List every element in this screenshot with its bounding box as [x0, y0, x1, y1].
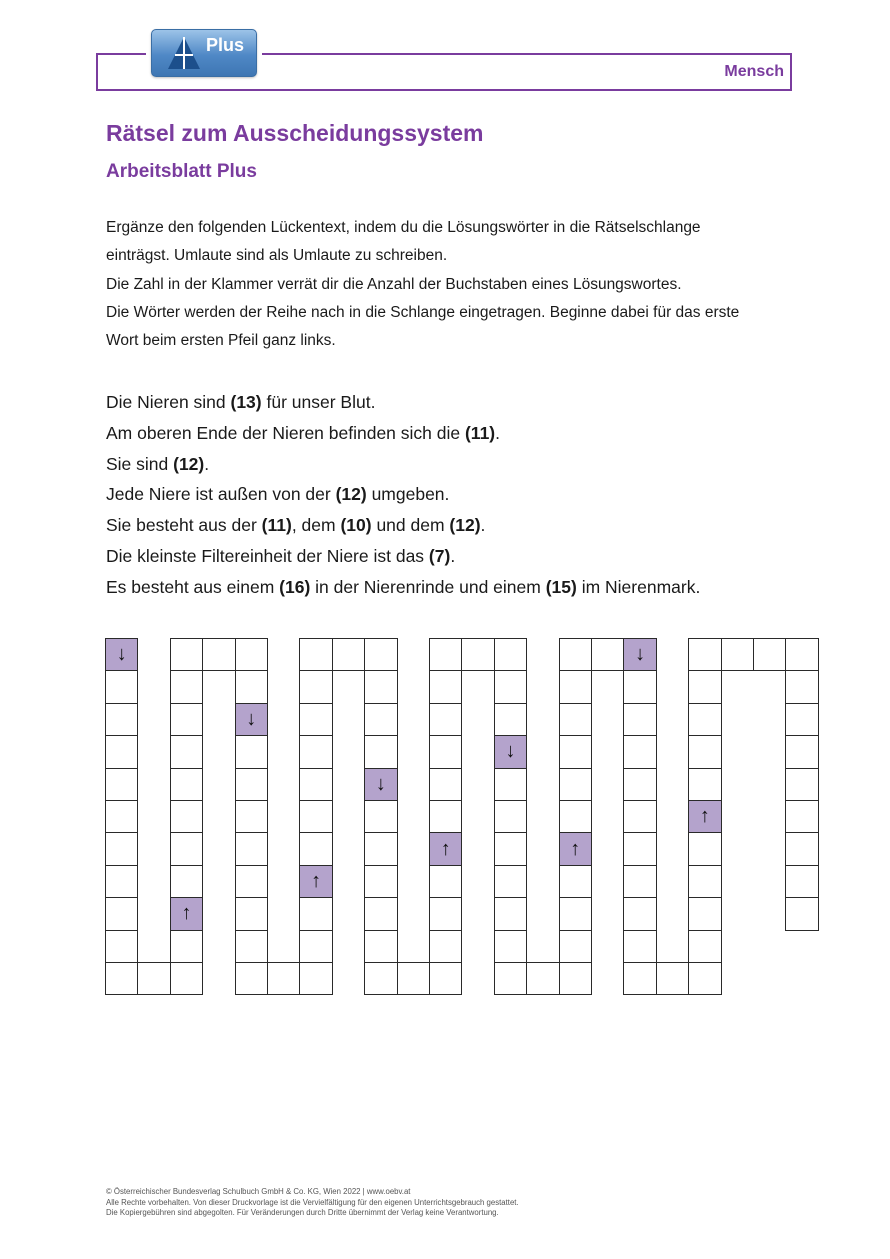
puzzle-cell[interactable]	[785, 865, 818, 898]
puzzle-cell[interactable]	[785, 703, 818, 736]
footer-line: Alle Rechte vorbehalten. Von dieser Druckvorlage ist die Vervielfältigung für den eigenen Unterrichtsgebrauch gestattet.	[106, 1197, 519, 1207]
puzzle-cell[interactable]	[688, 930, 721, 963]
sentence-text: Es besteht aus einem	[106, 576, 280, 597]
puzzle-cell[interactable]	[461, 638, 494, 671]
puzzle-cell[interactable]	[785, 768, 818, 801]
puzzle-cell[interactable]	[170, 865, 203, 898]
letter-count-hint: (15)	[545, 576, 577, 597]
puzzle-cell[interactable]	[494, 800, 527, 833]
puzzle-cell[interactable]	[494, 703, 527, 736]
arrow-up-icon[interactable]: ↑	[429, 832, 462, 865]
puzzle-cell[interactable]	[494, 832, 527, 865]
puzzle-cell[interactable]	[688, 768, 721, 801]
puzzle-cell[interactable]	[688, 670, 721, 703]
puzzle-cell[interactable]	[753, 638, 786, 671]
puzzle-cell[interactable]	[235, 800, 268, 833]
letter-count-hint: (10)	[340, 515, 372, 536]
puzzle-cell[interactable]	[105, 735, 138, 768]
sentence-line	[106, 387, 826, 418]
sentence-line	[106, 510, 826, 541]
arrow-up-icon[interactable]: ↑	[688, 800, 721, 833]
sentence-text: und dem	[371, 515, 450, 536]
sentence-text: Die kleinste Filtereinheit der Niere ist das	[106, 545, 429, 566]
footer-line: © Österreichischer Bundesverlag Schulbuch GmbH & Co. KG, Wien 2022 | www.oebv.at	[106, 1187, 411, 1196]
puzzle-cell[interactable]	[623, 962, 656, 995]
puzzle-cell[interactable]	[429, 930, 462, 963]
puzzle-cell[interactable]	[494, 897, 527, 930]
puzzle-cell[interactable]	[559, 703, 592, 736]
puzzle-cell[interactable]	[364, 735, 397, 768]
puzzle-cell[interactable]	[170, 800, 203, 833]
logo-text: Plus	[206, 35, 245, 55]
puzzle-cell[interactable]	[364, 638, 397, 671]
sentence-text: , dem	[291, 515, 341, 536]
sentence-line	[106, 572, 826, 603]
sentence-text: .	[480, 515, 486, 536]
puzzle-cell[interactable]	[299, 800, 332, 833]
cloze-sentences	[106, 387, 826, 603]
puzzle-cell[interactable]	[105, 897, 138, 930]
puzzle-cell[interactable]	[105, 768, 138, 801]
puzzle-cell[interactable]	[364, 865, 397, 898]
page-title: Rätsel zum Ausscheidungssystem	[106, 120, 484, 146]
puzzle-cell[interactable]	[170, 832, 203, 865]
letter-count-hint: (12)	[449, 515, 481, 536]
puzzle-cell[interactable]	[559, 735, 592, 768]
puzzle-cell[interactable]	[235, 768, 268, 801]
puzzle-cell[interactable]	[299, 832, 332, 865]
puzzle-cell[interactable]	[785, 800, 818, 833]
sentence-line	[106, 479, 826, 510]
puzzle-cell[interactable]	[105, 930, 138, 963]
sentence-text: Sie besteht aus der	[106, 515, 262, 536]
sentence-text: für unser Blut.	[261, 392, 376, 412]
sentence-line	[106, 418, 826, 449]
puzzle-cell[interactable]	[429, 670, 462, 703]
puzzle-cell[interactable]	[299, 962, 332, 995]
puzzle-cell[interactable]	[364, 962, 397, 995]
puzzle-cell[interactable]	[299, 768, 332, 801]
puzzle-cell[interactable]	[559, 865, 592, 898]
puzzle-cell[interactable]	[429, 800, 462, 833]
puzzle-cell[interactable]	[105, 832, 138, 865]
puzzle-cell[interactable]	[105, 670, 138, 703]
subject-label: Mensch	[724, 63, 784, 80]
triangle-logo-icon	[166, 35, 202, 71]
footer-line: Die Kopiergebühren sind abgegolten. Für Veränderungen durch Dritte übernimmt der Verlag keine Verantwortung.	[106, 1208, 499, 1217]
puzzle-cell[interactable]	[105, 800, 138, 833]
puzzle-cell[interactable]	[397, 962, 430, 995]
arrow-up-icon[interactable]: ↑	[170, 897, 203, 930]
puzzle-cell[interactable]	[170, 768, 203, 801]
instruction-line: Ergänze den folgenden Lückentext, indem du die Lösungswörter in die Rätselschlange	[106, 219, 701, 236]
puzzle-cell[interactable]	[688, 865, 721, 898]
puzzle-cell[interactable]	[299, 735, 332, 768]
puzzle-cell[interactable]	[688, 735, 721, 768]
puzzle-cell[interactable]	[364, 930, 397, 963]
puzzle-cell[interactable]	[785, 832, 818, 865]
puzzle-cell[interactable]	[785, 638, 818, 671]
letter-count-hint: (7)	[428, 545, 451, 566]
puzzle-cell[interactable]	[623, 768, 656, 801]
sentence-text: in der Nierenrinde und einem	[310, 576, 546, 597]
sentence-text: Die Nieren sind	[106, 392, 231, 412]
puzzle-cell[interactable]	[429, 962, 462, 995]
puzzle-cell[interactable]	[623, 897, 656, 930]
puzzle-cell[interactable]	[656, 962, 689, 995]
puzzle-cell[interactable]	[623, 930, 656, 963]
puzzle-cell[interactable]	[429, 768, 462, 801]
puzzle-cell[interactable]	[559, 768, 592, 801]
puzzle-cell[interactable]	[623, 703, 656, 736]
puzzle-cell[interactable]	[494, 638, 527, 671]
sentence-line	[106, 541, 826, 572]
puzzle-cell[interactable]	[105, 962, 138, 995]
puzzle-cell[interactable]	[235, 962, 268, 995]
puzzle-cell[interactable]	[332, 638, 365, 671]
puzzle-cell[interactable]	[235, 865, 268, 898]
plus-logo	[151, 29, 257, 77]
puzzle-cell[interactable]	[235, 832, 268, 865]
puzzle-cell[interactable]	[299, 638, 332, 671]
puzzle-cell[interactable]	[429, 703, 462, 736]
puzzle-cell[interactable]	[721, 638, 754, 671]
puzzle-cell[interactable]	[105, 865, 138, 898]
sentence-text: Sie sind	[106, 453, 174, 474]
puzzle-cell[interactable]	[494, 670, 527, 703]
puzzle-cell[interactable]	[559, 962, 592, 995]
puzzle-cell[interactable]	[785, 897, 818, 930]
arrow-up-icon[interactable]: ↑	[559, 832, 592, 865]
letter-count-hint: (12)	[173, 453, 205, 474]
puzzle-cell[interactable]	[299, 897, 332, 930]
puzzle-cell[interactable]	[235, 930, 268, 963]
puzzle-cell[interactable]	[623, 832, 656, 865]
puzzle-cell[interactable]	[623, 800, 656, 833]
arrow-down-icon[interactable]: ↓	[105, 638, 138, 671]
puzzle-cell[interactable]	[623, 735, 656, 768]
instructions	[106, 214, 806, 355]
instruction-line: Die Wörter werden der Reihe nach in die Schlange eingetragen. Beginne dabei für das erste	[106, 303, 740, 321]
puzzle-cell[interactable]	[623, 670, 656, 703]
arrow-down-icon[interactable]: ↓	[494, 735, 527, 768]
puzzle-cell[interactable]	[170, 670, 203, 703]
puzzle-cell[interactable]	[235, 638, 268, 671]
puzzle-cell[interactable]	[299, 703, 332, 736]
instruction-line: Die Zahl in der Klammer verrät dir die Anzahl der Buchstaben eines Lösungswortes.	[106, 275, 682, 293]
sentence-text: .	[204, 453, 210, 474]
puzzle-cell[interactable]	[688, 832, 721, 865]
puzzle-cell[interactable]	[202, 638, 235, 671]
puzzle-cell[interactable]	[494, 865, 527, 898]
puzzle-cell[interactable]	[785, 670, 818, 703]
puzzle-cell[interactable]	[494, 930, 527, 963]
letter-count-hint: (11)	[464, 422, 496, 443]
puzzle-cell[interactable]	[105, 703, 138, 736]
sentence-line	[106, 449, 826, 480]
sentence-text: .	[450, 545, 456, 566]
puzzle-cell[interactable]	[364, 800, 397, 833]
puzzle-cell[interactable]	[429, 638, 462, 671]
arrow-down-icon[interactable]: ↓	[235, 703, 268, 736]
sentence-text: im Nierenmark.	[576, 576, 701, 597]
footer	[106, 1187, 519, 1219]
puzzle-cell[interactable]	[559, 897, 592, 930]
puzzle-cell[interactable]	[364, 832, 397, 865]
puzzle-cell[interactable]	[688, 962, 721, 995]
puzzle-cell[interactable]	[688, 703, 721, 736]
puzzle-cell[interactable]	[364, 897, 397, 930]
puzzle-cell[interactable]	[494, 768, 527, 801]
puzzle-cell[interactable]	[267, 962, 300, 995]
puzzle-cell[interactable]	[526, 962, 559, 995]
sentence-text: Am oberen Ende der Nieren befinden sich die	[106, 422, 465, 443]
letter-count-hint: (13)	[230, 392, 262, 412]
puzzle-cell[interactable]	[559, 800, 592, 833]
puzzle-cell[interactable]	[494, 962, 527, 995]
puzzle-cell[interactable]	[170, 703, 203, 736]
sentence-text: Jede Niere ist außen von der	[106, 484, 336, 505]
puzzle-cell[interactable]	[235, 897, 268, 930]
puzzle-cell[interactable]	[591, 638, 624, 671]
puzzle-cell[interactable]	[170, 735, 203, 768]
puzzle-cell[interactable]	[623, 865, 656, 898]
puzzle-cell[interactable]	[170, 962, 203, 995]
puzzle-cell[interactable]	[559, 670, 592, 703]
arrow-up-icon[interactable]: ↑	[299, 865, 332, 898]
puzzle-cell[interactable]	[429, 735, 462, 768]
sentence-text: umgeben.	[366, 484, 450, 505]
instruction-line: einträgst. Umlaute sind als Umlaute zu schreiben.	[106, 247, 448, 265]
puzzle-cell[interactable]	[559, 638, 592, 671]
puzzle-cell[interactable]	[235, 735, 268, 768]
puzzle-cell[interactable]	[299, 930, 332, 963]
letter-count-hint: (12)	[335, 484, 367, 505]
instruction-line: Wort beim ersten Pfeil ganz links.	[106, 332, 336, 350]
puzzle-cell[interactable]	[299, 670, 332, 703]
puzzle-cell[interactable]	[364, 703, 397, 736]
letter-count-hint: (16)	[279, 576, 311, 597]
puzzle-cell[interactable]	[364, 670, 397, 703]
puzzle-cell[interactable]	[137, 962, 170, 995]
arrow-down-icon[interactable]: ↓	[364, 768, 397, 801]
puzzle-cell[interactable]	[688, 638, 721, 671]
puzzle-cell[interactable]	[559, 930, 592, 963]
arrow-down-icon[interactable]: ↓	[623, 638, 656, 671]
puzzle-cell[interactable]	[688, 897, 721, 930]
puzzle-cell[interactable]	[170, 930, 203, 963]
puzzle-cell[interactable]	[235, 670, 268, 703]
page-subtitle: Arbeitsblatt Plus	[106, 161, 257, 182]
puzzle-cell[interactable]	[429, 865, 462, 898]
puzzle-cell[interactable]	[785, 735, 818, 768]
puzzle-cell[interactable]	[170, 638, 203, 671]
puzzle-cell[interactable]	[429, 897, 462, 930]
letter-count-hint: (11)	[261, 515, 292, 536]
sentence-text: .	[495, 422, 501, 443]
